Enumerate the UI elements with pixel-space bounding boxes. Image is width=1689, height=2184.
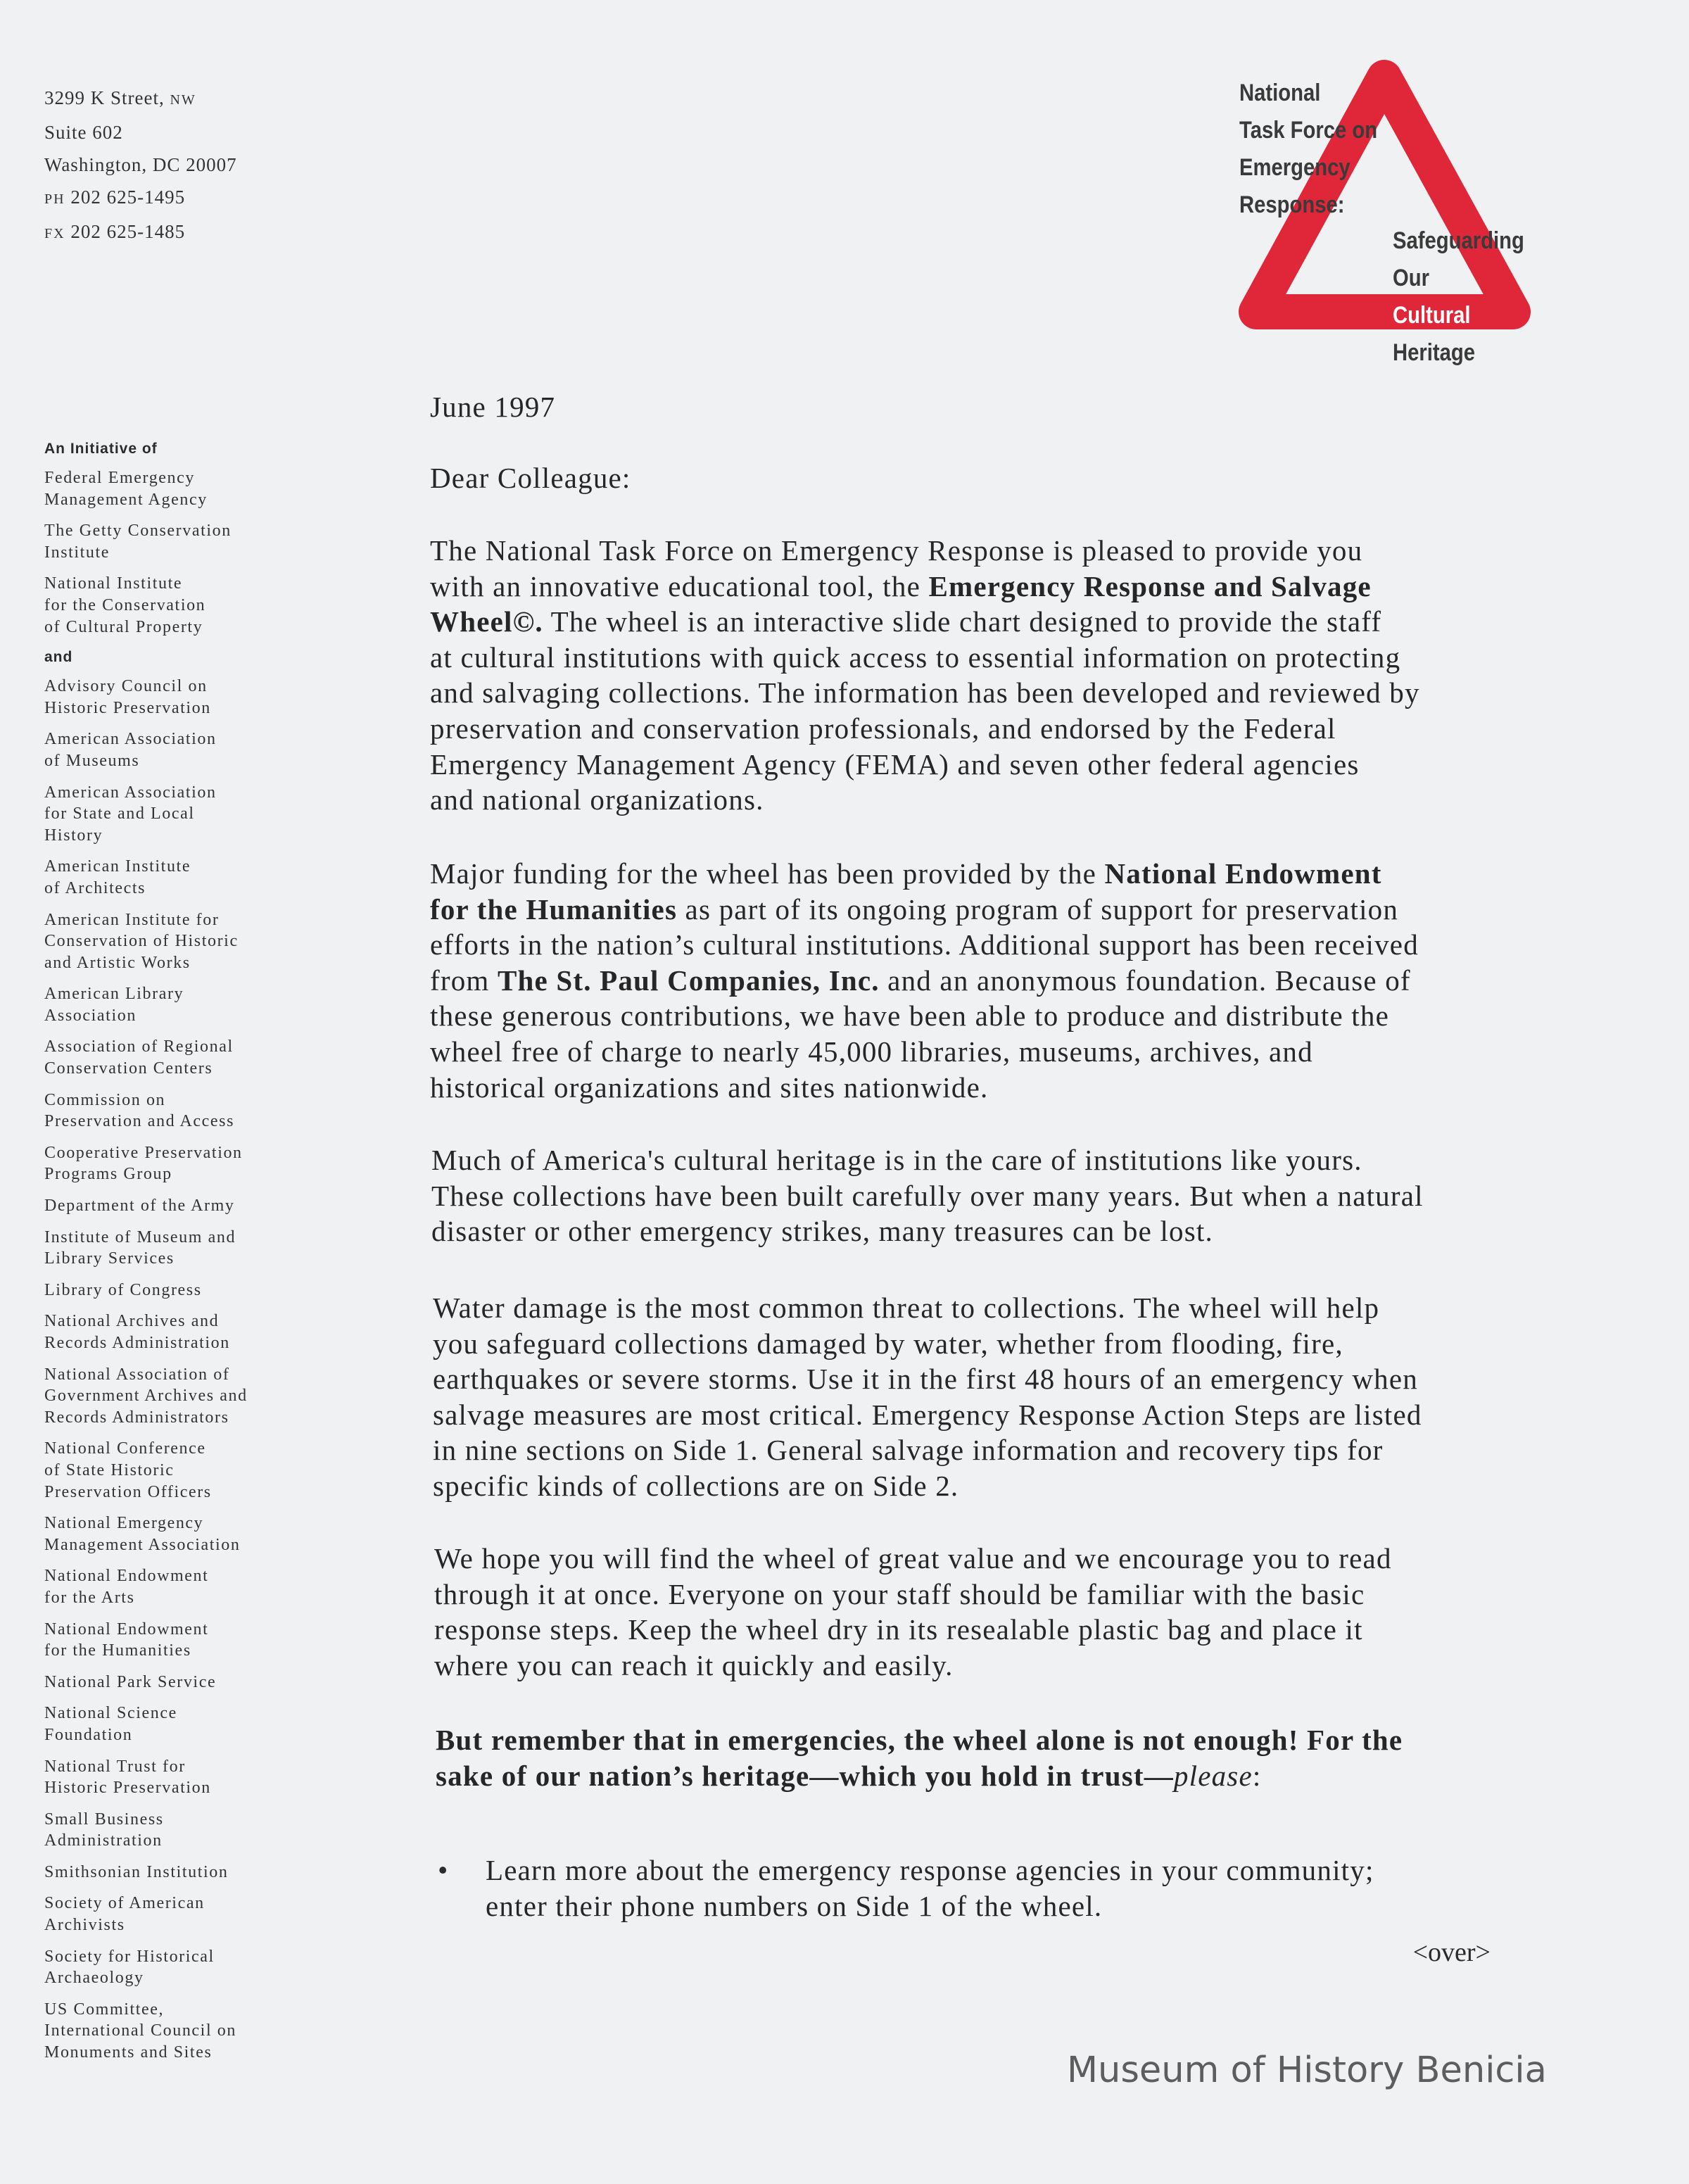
primary-sponsor-list (44, 467, 326, 638)
organization-item: American Institute for Conservation of Historic and Artistic Works (44, 910, 239, 972)
text-run: Much of America's cultural heritage is in the care of institutions like yours. (431, 1144, 1362, 1176)
paragraph-line (431, 1142, 1424, 1178)
letter-paragraph (436, 1722, 1403, 1793)
organization-item: National Endowment for the Humanities (44, 1620, 209, 1660)
paragraph-line (433, 1290, 1422, 1326)
organization-item: National Emergency Management Association (44, 1514, 241, 1554)
organization-item: American Library Association (44, 985, 184, 1025)
paragraph-line (430, 1034, 1419, 1070)
paragraph-line (433, 1361, 1422, 1397)
text-run: efforts in the nation’s cultural institutions. Additional support has been received (430, 928, 1419, 961)
paragraph-line (433, 1326, 1422, 1362)
logo-line: Safeguarding (1393, 227, 1524, 254)
paragraph-line (436, 1722, 1403, 1758)
letter-date: June 1997 (430, 391, 556, 423)
paragraph-line (434, 1648, 1392, 1684)
logo-line: Our (1393, 265, 1429, 291)
sidebar-heading: An Initiative of (44, 441, 158, 457)
paragraph-line (430, 998, 1419, 1034)
organization-item: Commission on Preservation and Access (44, 1090, 235, 1131)
paragraph-line (433, 1432, 1422, 1468)
text-run: earthquakes or severe storms. Use it in the first 48 hours of an emergency when (433, 1363, 1418, 1396)
text-run: Learn more about the emergency response agencies in your community; (486, 1854, 1374, 1886)
organization-item: American Institute of Architects (44, 857, 191, 897)
fax-label: FX (44, 226, 65, 241)
address-street: 3299 K Street, (44, 87, 165, 108)
paragraph-line (430, 782, 1420, 818)
organization-item: National Institute for the Conservation of Cultural Property (44, 574, 206, 636)
organization-item: Smithsonian Institution (44, 1862, 229, 1881)
logo-line: Emergency (1239, 154, 1350, 181)
organization-item: National Science Foundation (44, 1704, 177, 1744)
paragraph-line (433, 1468, 1422, 1504)
logo-line: Task Force on (1239, 117, 1378, 144)
paragraph-line (430, 1070, 1419, 1106)
address-city: Washington, DC 20007 (44, 154, 237, 175)
text-run: salvage measures are most critical. Emergency Response Action Steps are listed (433, 1398, 1422, 1431)
logo-line: National (1239, 80, 1321, 106)
logo-tagline (1393, 222, 1524, 372)
text-run: you safeguard collections damaged by water, whether from flooding, fire, (433, 1327, 1343, 1360)
text-run: Emergency Management Agency (FEMA) and seven other federal agencies (430, 747, 1360, 781)
address-street-suffix: NW (170, 92, 196, 108)
organization-item: National Association of Government Archives and Records Administrators (44, 1365, 248, 1427)
text-run: The wheel is an interactive slide chart designed to provide the staff (543, 605, 1382, 638)
text-run: these generous contributions, we have been able to produce and distribute the (430, 999, 1389, 1033)
organization-item: National Conference of State Historic Preservation Officers (44, 1439, 212, 1501)
bullet-line (486, 1888, 1374, 1924)
organization-item: National Endowment for the Arts (44, 1567, 209, 1607)
organization-item: Federal Emergency Management Agency (44, 469, 208, 509)
sidebar-and-label: and (44, 649, 73, 666)
fax-number: 202 625-1485 (70, 221, 186, 242)
text-run: in nine sections on Side 1. General salvage information and recovery tips for (433, 1434, 1384, 1467)
bullet-item (486, 1852, 1374, 1924)
text-run: from (430, 964, 498, 997)
organization-item: National Archives and Records Administration (44, 1312, 230, 1352)
organization-item: Department of the Army (44, 1197, 235, 1216)
organization-item: Society of American Archivists (44, 1894, 205, 1935)
organization-item: American Association for State and Local History (44, 783, 217, 845)
letter-salutation: Dear Colleague: (430, 462, 631, 494)
text-run: as part of its ongoing program of support for preservation (677, 892, 1399, 926)
text-run: wheel free of charge to nearly 45,000 libraries, museums, archives, and (430, 1035, 1313, 1068)
organization-item: Association of Regional Conservation Centers (44, 1037, 234, 1078)
text-run: where you can reach it quickly and easily. (434, 1648, 954, 1681)
bullet-marker: • (438, 1854, 448, 1886)
text-run: Major funding for the wheel has been provided by the (430, 857, 1105, 890)
bold-text: for the Humanities (430, 892, 678, 926)
logo-title (1239, 75, 1377, 224)
logo-line: Response: (1239, 191, 1345, 218)
text-run: at cultural institutions with quick access to essential information on protecting (430, 640, 1401, 674)
museum-watermark: Museum of History Benicia (1067, 2050, 1547, 2091)
bold-text: But remember that in emergencies, the wheel alone is not enough! For the (436, 1724, 1403, 1756)
paragraph-line (433, 1397, 1422, 1433)
organization-item: Small Business Administration (44, 1810, 164, 1850)
text-run: through it at once. Everyone on your staff should be familiar with the basic (434, 1577, 1365, 1610)
organization-item: National Park Service (44, 1672, 217, 1691)
text-run: with an innovative educational tool, the (430, 569, 929, 602)
text-run: response steps. Keep the wheel dry in its resealable plastic bag and place it (434, 1613, 1363, 1646)
paragraph-line (430, 963, 1419, 999)
text-run: and national organizations. (430, 783, 764, 816)
organization-item: Institute of Museum and Library Services (44, 1227, 236, 1268)
paragraph-line (436, 1758, 1403, 1794)
phone-number: 202 625-1495 (70, 187, 186, 208)
organization-item: The Getty Conservation Institute (44, 522, 232, 562)
text-run: preservation and conservation professionals, and endorsed by the Federal (430, 712, 1336, 745)
logo-line: Cultural (1393, 302, 1471, 329)
text-run: disaster or other emergency strikes, many treasures can be lost. (431, 1215, 1213, 1248)
text-run: These collections have been built carefully over many years. But when a natural (431, 1179, 1424, 1212)
paragraph-line (430, 533, 1420, 569)
text-run: historical organizations and sites nationwide. (430, 1071, 989, 1104)
organization-item: National Trust for Historic Preservation (44, 1757, 211, 1798)
paragraph-line (434, 1612, 1392, 1648)
organization-item: Library of Congress (44, 1280, 202, 1299)
text-run: and salvaging collections. The information has been developed and reviewed by (430, 676, 1420, 709)
text-run: specific kinds of collections are on Side 2. (433, 1469, 959, 1502)
paragraph-line (430, 675, 1420, 711)
member-organization-list (44, 676, 326, 2063)
paragraph-line (434, 1541, 1392, 1577)
bold-text: The St. Paul Companies, Inc. (497, 964, 880, 997)
bold-text: Wheel©. (430, 605, 543, 638)
text-run: and an anonymous foundation. Because of (879, 964, 1411, 997)
bold-text: National Endowment (1104, 857, 1382, 890)
paragraph-line (430, 747, 1420, 783)
organization-item: Advisory Council on Historic Preservation (44, 677, 211, 717)
text-run: Water damage is the most common threat to collections. The wheel will help (433, 1292, 1380, 1324)
paragraph-line (430, 927, 1419, 963)
paragraph-line (430, 640, 1420, 676)
letter-paragraph (434, 1541, 1392, 1683)
paragraph-line (430, 604, 1420, 640)
sponsor-sidebar (44, 438, 326, 2073)
paragraph-line (434, 1577, 1392, 1612)
text-run: : (1252, 1759, 1262, 1792)
italic-text: please (1173, 1759, 1253, 1792)
address-suite: Suite 602 (44, 122, 123, 143)
paragraph-line (430, 711, 1420, 747)
letter-paragraph (431, 1142, 1424, 1249)
phone-label: PH (44, 191, 65, 207)
text-run: We hope you will find the wheel of great value and we encourage you to read (434, 1542, 1392, 1574)
organization-item: Society for Historical Archaeology (44, 1947, 215, 1988)
bullet-line (486, 1852, 1374, 1888)
bold-text: Emergency Response and Salvage (928, 569, 1372, 602)
letter-paragraph (430, 533, 1420, 818)
bold-text: sake of our nation’s heritage—which you hold in trust— (436, 1759, 1174, 1792)
logo-line: Heritage (1393, 339, 1476, 366)
over-note: <over> (1412, 1938, 1491, 1967)
letter-paragraph (433, 1290, 1422, 1504)
letter-paragraph (430, 856, 1419, 1105)
paragraph-line (431, 1213, 1424, 1249)
paragraph-line (430, 856, 1419, 892)
paragraph-line (431, 1178, 1424, 1214)
paragraph-line (430, 569, 1420, 605)
organization-item: Cooperative Preservation Programs Group (44, 1143, 243, 1184)
paragraph-line (430, 892, 1419, 928)
text-run: enter their phone numbers on Side 1 of the wheel. (486, 1889, 1103, 1922)
organization-item: American Association of Museums (44, 730, 217, 770)
text-run: The National Task Force on Emergency Response is pleased to provide you (430, 534, 1363, 567)
organization-item: US Committee, International Council on Monuments and Sites (44, 2000, 237, 2062)
